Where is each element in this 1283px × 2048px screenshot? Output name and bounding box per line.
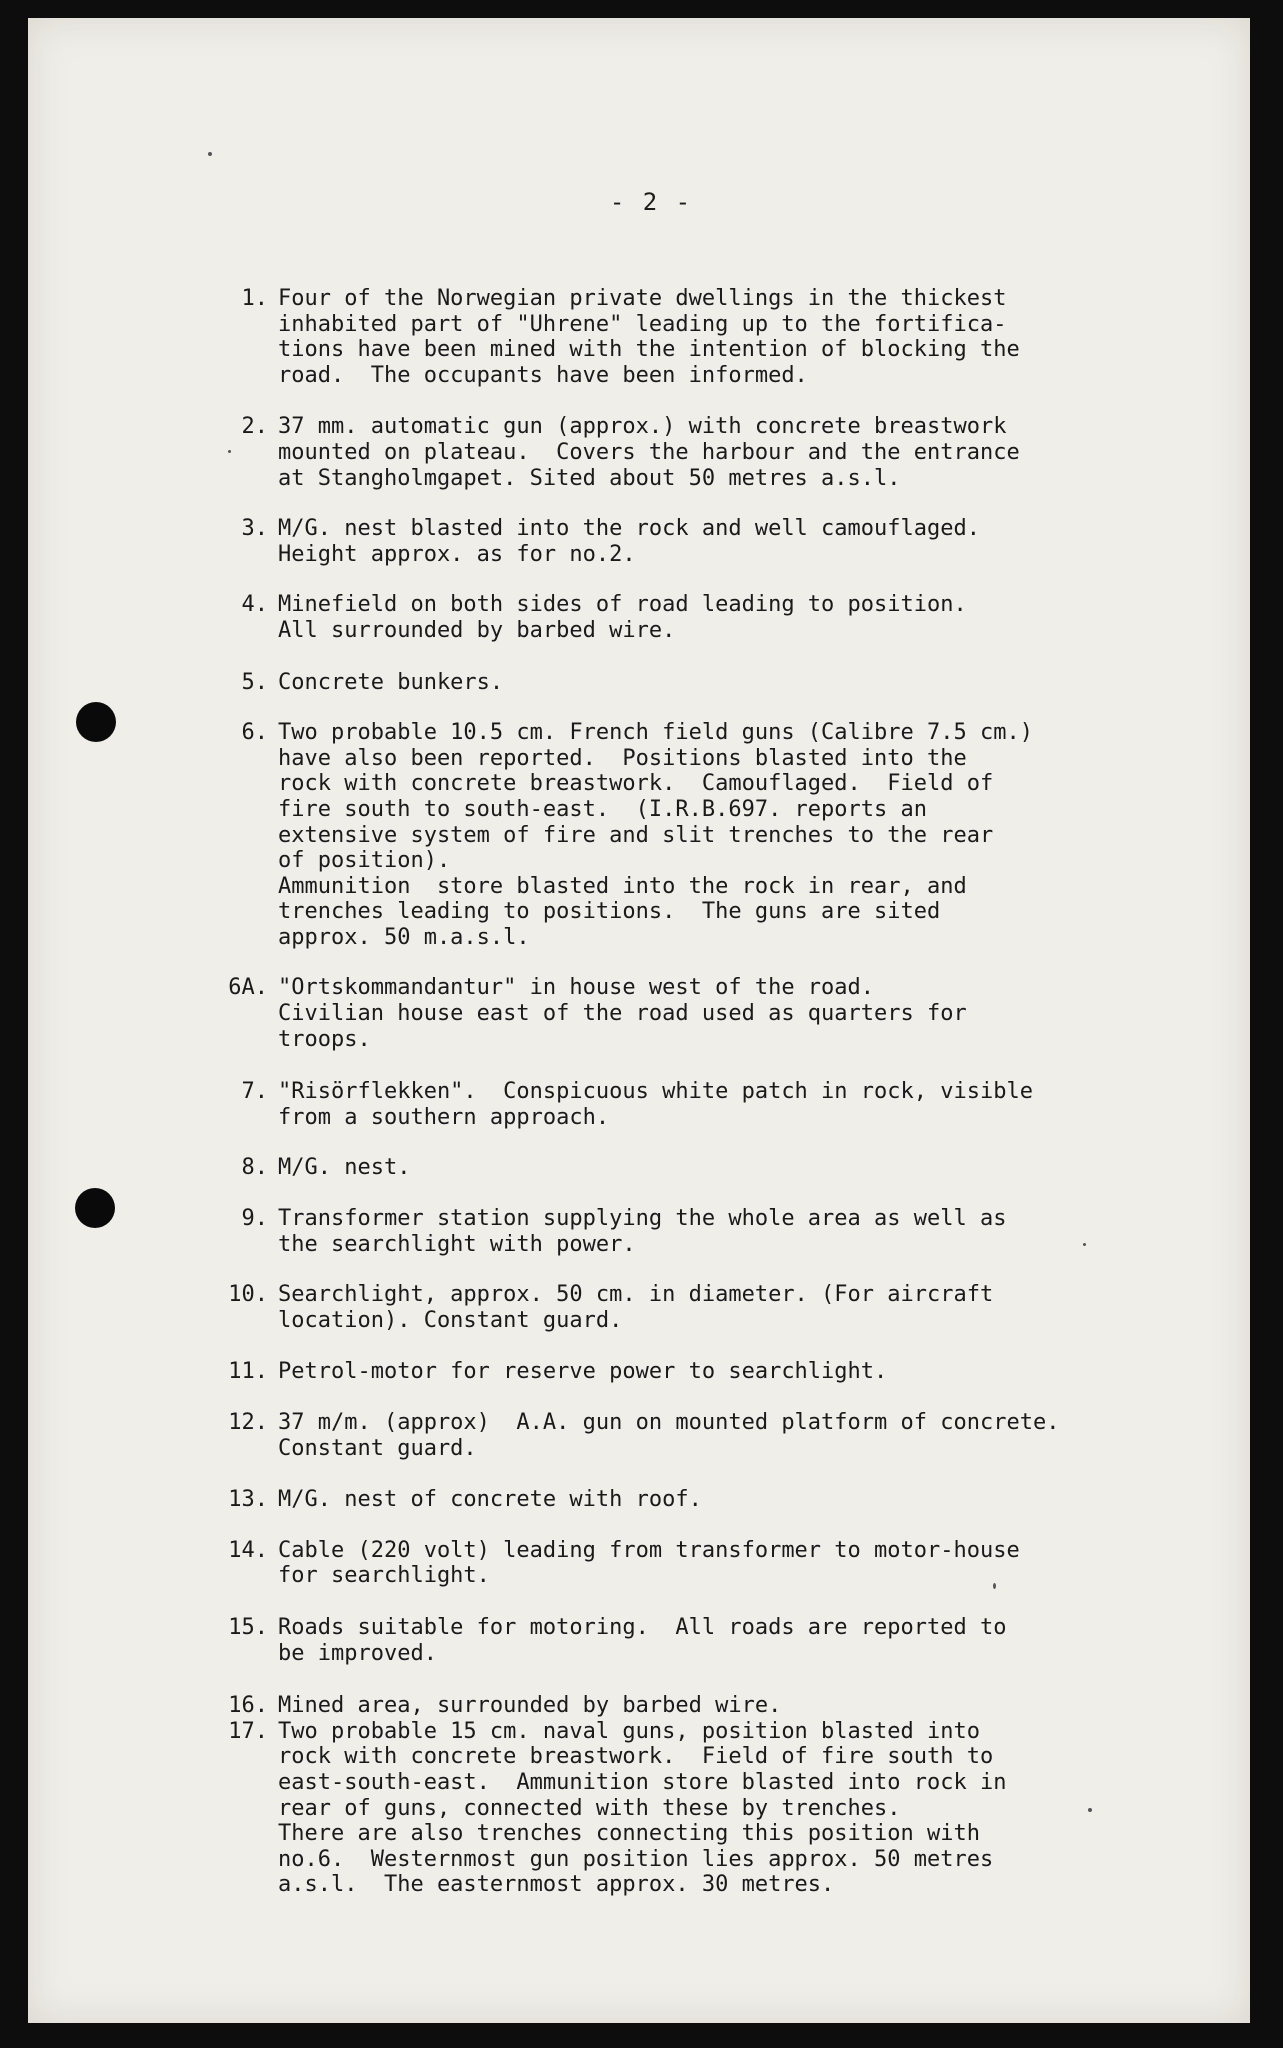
list-item xyxy=(28,975,1250,1052)
item-text: 37 m/m. (approx) A.A. gun on mounted platform of concrete. Constant guard. xyxy=(278,1410,1060,1461)
list-item xyxy=(28,516,1250,567)
list-item xyxy=(28,670,1250,696)
item-text: Mined area, surrounded by barbed wire. xyxy=(278,1693,782,1719)
list-item xyxy=(28,1155,1250,1181)
item-number: 10. xyxy=(228,1282,268,1308)
item-list xyxy=(28,286,1250,1898)
item-text: M/G. nest blasted into the rock and well camouflaged. Height approx. as for no.2. xyxy=(278,516,980,567)
item-number: 13. xyxy=(228,1487,268,1513)
item-number: 1. xyxy=(241,286,268,311)
item-text: Cable (220 volt) leading from transformer to motor-house for searchlight. xyxy=(278,1537,1020,1589)
item-text: "Risörflekken". Conspicuous white patch in rock, visible from a southern approach. xyxy=(278,1079,1033,1130)
item-text: Two probable 10.5 cm. French field guns (Calibre 7.5 cm.) have also been reported. Positions blasted into the rock with concrete breastwork. Camouflaged. Field of fire south to south-east. (I.R.B.697. reports an extensive system of fire and slit trenches to the rear of position). Ammunition store blasted into the rock in rear, and trenches leading to positions. The guns are sited approx. 50 m.a.s.l. xyxy=(278,720,1033,950)
list-item xyxy=(28,1282,1250,1333)
list-item xyxy=(28,1359,1250,1385)
item-number: 7. xyxy=(241,1079,268,1105)
list-item xyxy=(28,1206,1250,1257)
list-item xyxy=(28,1719,1250,1898)
item-text: Two probable 15 cm. naval guns, position blasted into rock with concrete breastwork. Field of fire south to east-south-east. Ammunition store blasted into rock in rear of guns, connected with these by trenches. There are also trenches connecting this position with no.6. Westernmost gun position lies approx. 50 metres a.s.l. The easternmost approx. 30 metres. xyxy=(278,1718,1007,1898)
item-number: 12. xyxy=(228,1410,268,1435)
item-number: 16. xyxy=(228,1693,268,1719)
item-text: Petrol-motor for reserve power to searchlight. xyxy=(278,1359,888,1385)
item-number: 17. xyxy=(228,1718,268,1744)
item-number: 9. xyxy=(241,1206,268,1232)
page-number: - 2 - xyxy=(609,188,693,216)
list-item xyxy=(28,1693,1250,1719)
item-number: 5. xyxy=(241,669,268,695)
item-text: Transformer station supplying the whole area as well as the searchlight with power. xyxy=(278,1206,1007,1257)
list-item xyxy=(28,720,1250,950)
item-number: 11. xyxy=(228,1359,268,1385)
item-number: 3. xyxy=(241,516,268,542)
item-text: M/G. nest. xyxy=(278,1155,411,1181)
item-number: 8. xyxy=(241,1155,268,1181)
item-text: Roads suitable for motoring. All roads are reported to be improved. xyxy=(278,1614,1007,1666)
item-number: 2. xyxy=(241,414,268,440)
item-number: 14. xyxy=(228,1537,268,1563)
list-item xyxy=(28,592,1250,643)
item-number: 6. xyxy=(241,720,268,746)
item-text: Concrete bunkers. xyxy=(278,669,504,695)
item-text: Minefield on both sides of road leading to position. All surrounded by barbed wire. xyxy=(278,592,967,643)
item-text: Searchlight, approx. 50 cm. in diameter. (For aircraft location). Constant guard. xyxy=(278,1282,994,1333)
list-item xyxy=(28,1487,1250,1513)
item-number: 15. xyxy=(228,1614,268,1640)
list-item xyxy=(28,1538,1250,1589)
document-page xyxy=(28,18,1250,2023)
list-item xyxy=(28,1079,1250,1130)
list-item xyxy=(28,414,1250,491)
item-text: 37 mm. automatic gun (approx.) with concrete breastwork mounted on plateau. Covers the harbour and the entrance at Stangholmgapet. Sited about 50 metres a.s.l. xyxy=(278,414,1020,491)
item-number: 6A. xyxy=(228,975,268,1001)
item-text: "Ortskommandantur" in house west of the road. Civilian house east of the road used as quarters for troops. xyxy=(278,975,967,1052)
item-number: 4. xyxy=(241,592,268,618)
list-item xyxy=(28,1410,1250,1461)
item-text: M/G. nest of concrete with roof. xyxy=(278,1487,702,1513)
item-text: Four of the Norwegian private dwellings in the thickest inhabited part of "Uhrene" leading up to the fortifica- tions have been mined with the intention of blocking the road. The occupants have been informed. xyxy=(278,286,1020,388)
list-item xyxy=(28,1615,1250,1666)
list-item xyxy=(28,286,1250,388)
